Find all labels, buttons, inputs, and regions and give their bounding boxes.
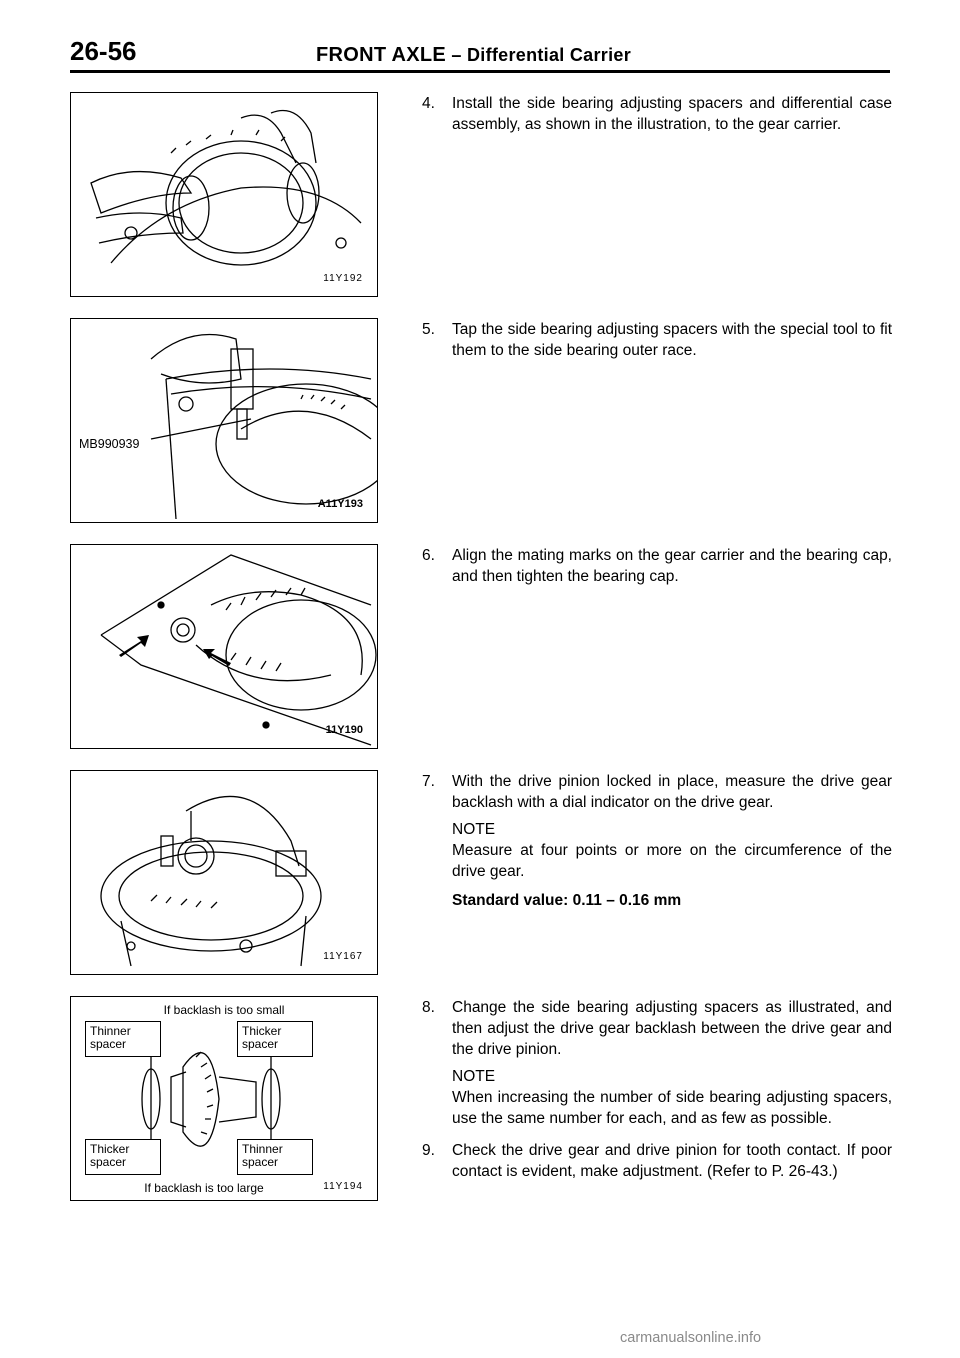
step-text: With the drive pinion locked in place, measure the drive gear backlash with a dial indicator on the drive gear.: [452, 773, 892, 811]
note-text: Measure at four points or more on the circumference of the drive gear.: [452, 842, 892, 880]
dial-indicator-illustration: [71, 771, 377, 974]
watermark: carmanualsonline.info: [620, 1330, 762, 1346]
figure-3: [70, 544, 378, 749]
note-heading: NOTE: [452, 821, 496, 838]
top-left-spacer-label: Thinner spacer: [85, 1021, 161, 1057]
step-number: 8.: [422, 999, 435, 1016]
figure-code: A11Y193: [317, 498, 363, 510]
section-name: FRONT AXLE: [316, 44, 447, 66]
subsection-name: Differential Carrier: [466, 45, 632, 65]
step-number: 9.: [422, 1142, 435, 1159]
step-4: [410, 93, 892, 135]
note-text: When increasing the number of side bearing adjusting spacers, use the same number for each, and as few as possible.: [452, 1089, 892, 1127]
bottom-left-spacer-label: Thicker spacer: [85, 1139, 161, 1175]
figure-2: [70, 318, 378, 523]
step-text: Install the side bearing adjusting spacers and differential case assembly, as shown in the illustration, to the gear carrier.: [452, 95, 892, 133]
step-number: 4.: [422, 95, 435, 112]
special-tool-label: MB990939: [79, 437, 140, 451]
page-number: 26-56: [70, 36, 137, 66]
caption-backlash-small: If backlash is too small: [163, 1003, 285, 1017]
section-title: [316, 44, 631, 67]
step-number: 7.: [422, 773, 435, 790]
step-text: Change the side bearing adjusting spacers as illustrated, and then adjust the drive gear backlash between the drive gear and the drive pinion.: [452, 999, 892, 1058]
step-number: 5.: [422, 321, 435, 338]
figure-4: [70, 770, 378, 975]
top-right-spacer-label: Thicker spacer: [237, 1021, 313, 1057]
figure-5: [70, 996, 378, 1201]
figure-code: 11Y194: [323, 1181, 363, 1192]
step-number: 6.: [422, 547, 435, 564]
special-tool-illustration: [71, 319, 377, 522]
figure-1: [70, 92, 378, 297]
caption-backlash-large: If backlash is too large: [144, 1181, 264, 1195]
bearing-cap-illustration: [71, 545, 377, 748]
step-9: [410, 1140, 892, 1182]
step-text: Tap the side bearing adjusting spacers with the special tool to fit them to the side bearing outer race.: [452, 321, 892, 359]
step-8: [410, 997, 892, 1129]
page-header: [70, 36, 890, 70]
step-text: Check the drive gear and drive pinion for tooth contact. If poor contact is evident, make adjustment. (Refer to P. 26-43.): [452, 1142, 892, 1180]
header-rule: [70, 70, 890, 73]
differential-install-illustration: [71, 93, 377, 296]
step-5: [410, 319, 892, 361]
step-6: [410, 545, 892, 587]
figure-code: 11Y192: [323, 273, 363, 284]
note-heading: NOTE: [452, 1068, 496, 1085]
figure-code: 11Y190: [325, 724, 363, 736]
title-dash: –: [451, 45, 462, 65]
step-7: [410, 771, 892, 911]
step-text: Align the mating marks on the gear carrier and the bearing cap, and then tighten the bearing cap.: [452, 547, 892, 585]
figure-code: 11Y167: [323, 951, 363, 962]
bottom-right-spacer-label: Thinner spacer: [237, 1139, 313, 1175]
standard-value: Standard value: 0.11 – 0.16 mm: [452, 892, 682, 909]
